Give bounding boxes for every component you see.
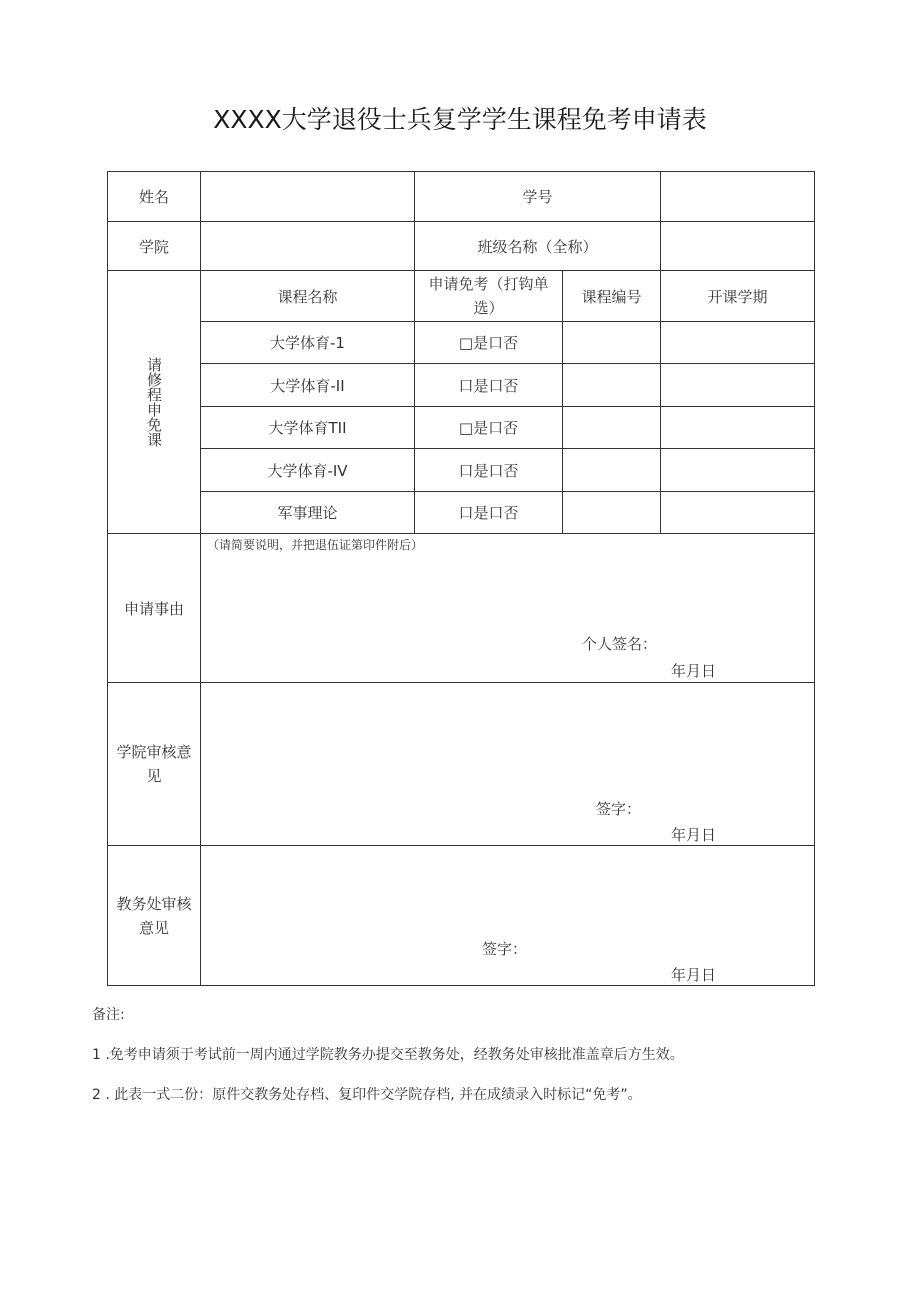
course-name-3: 大学体育TII: [201, 407, 415, 449]
college-review-signature-label: 签字：: [596, 800, 642, 818]
application-form-table: [107, 171, 815, 986]
course-code-field-2[interactable]: [563, 364, 661, 407]
course-code-field-1[interactable]: [563, 322, 661, 364]
college-review-label: [108, 683, 201, 846]
note-item-1: 1 .免考申请须于考试前一周内通过学院教务办提交至教务处，经教务处审核批准盖章后方生效。: [92, 1047, 684, 1063]
student-id-label: 学号: [415, 172, 661, 222]
semester-field-3[interactable]: [661, 407, 815, 449]
exemption-choice-2[interactable]: 口是口否: [415, 364, 563, 407]
college-field[interactable]: [201, 222, 415, 271]
semester-field-5[interactable]: [661, 492, 815, 534]
header-course-code: 课程编号: [563, 271, 661, 322]
reason-date: 年月日: [671, 662, 717, 680]
course-section-label: [108, 271, 201, 534]
exemption-choice-4[interactable]: 口是口否: [415, 449, 563, 492]
college-review-label-text: 学院审核意见: [116, 743, 192, 785]
college-review-date: 年月日: [671, 826, 717, 844]
semester-field-4[interactable]: [661, 449, 815, 492]
exemption-choice-1[interactable]: □是口否: [415, 322, 563, 364]
notes-heading: 备注:: [92, 1007, 125, 1023]
office-review-label-text: 教务处审核意见: [116, 894, 192, 937]
reason-label: 申请事由: [108, 534, 201, 683]
reason-hint: （请简要说明，并把退伍证第印件附后）: [207, 538, 424, 552]
course-code-field-4[interactable]: [563, 449, 661, 492]
reason-field[interactable]: [201, 534, 815, 683]
name-label: 姓名: [108, 172, 201, 222]
office-review-signature-label: 签字：: [482, 940, 528, 958]
note-item-2: 2 . 此表一式二份：原件交教务处存档、复印件交学院存档, 并在成绩录入时标记“免考”。: [92, 1087, 642, 1103]
header-exemption-text: 申请免考（打钩单选）: [428, 275, 549, 317]
header-course-name: 课程名称: [201, 271, 415, 322]
course-section-text: 请修程申免课: [145, 357, 163, 447]
exemption-choice-5[interactable]: 口是口否: [415, 492, 563, 534]
personal-signature-label: 个人签名：: [582, 635, 658, 653]
college-label: 学院: [108, 222, 201, 271]
office-review-field[interactable]: [201, 846, 815, 986]
semester-field-2[interactable]: [661, 364, 815, 407]
exemption-choice-3[interactable]: □是口否: [415, 407, 563, 449]
semester-field-1[interactable]: [661, 322, 815, 364]
name-field[interactable]: [201, 172, 415, 222]
course-code-field-5[interactable]: [563, 492, 661, 534]
class-name-label: 班级名称（全称）: [415, 222, 661, 271]
form-title: XXXX大学退役士兵复学学生课程免考申请表: [213, 105, 707, 134]
header-exemption: [415, 271, 563, 322]
office-review-label: [108, 846, 201, 986]
course-name-1: 大学体育-1: [201, 322, 415, 364]
course-name-2: 大学体育-II: [201, 364, 415, 407]
office-review-date: 年月日: [671, 966, 717, 984]
header-semester: 开课学期: [661, 271, 815, 322]
course-name-5: 军事理论: [201, 492, 415, 534]
student-id-field[interactable]: [661, 172, 815, 222]
course-code-field-3[interactable]: [563, 407, 661, 449]
class-name-field[interactable]: [661, 222, 815, 271]
course-name-4: 大学体育-IV: [201, 449, 415, 492]
college-review-field[interactable]: [201, 683, 815, 846]
